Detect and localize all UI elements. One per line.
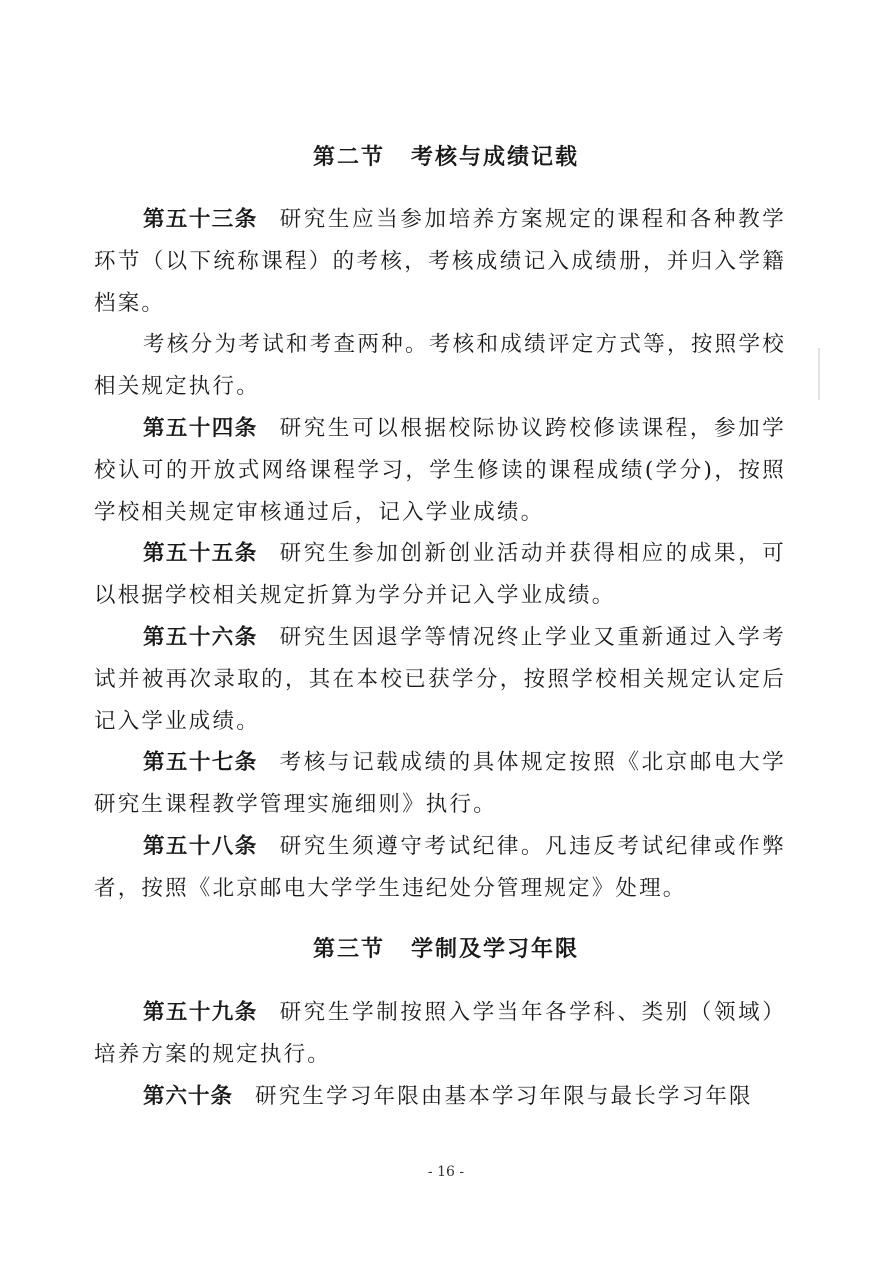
section-number: 第二节 bbox=[312, 145, 385, 170]
section-number: 第三节 bbox=[312, 937, 385, 962]
article-text: 研究生可以根据校际协议跨校修读课程，参加学校认可的开放式网络课程学习，学生修读的课程成绩(学分)，按照学校相关规定审核通过后，记入学业成绩。 bbox=[94, 416, 786, 525]
article-55 bbox=[94, 533, 786, 617]
article-label: 第五十四条 bbox=[143, 416, 258, 441]
article-label: 第六十条 bbox=[143, 1084, 234, 1109]
article-53 bbox=[94, 199, 786, 325]
article-text: 研究生学习年限由基本学习年限与最长学习年限 bbox=[255, 1084, 753, 1109]
article-57 bbox=[94, 742, 786, 826]
article-label: 第五十三条 bbox=[143, 207, 258, 232]
page-number: - 16 - bbox=[427, 1164, 465, 1180]
section-heading-3 bbox=[0, 932, 892, 963]
article-text: 研究生因退学等情况终止学业又重新通过入学考试并被再次录取的，其在本校已获学分，按照学校相关规定认定后记入学业成绩。 bbox=[94, 625, 786, 734]
article-text: 研究生应当参加培养方案规定的课程和各种教学环节（以下统称课程）的考核，考核成绩记入成绩册，并归入学籍档案。 bbox=[94, 207, 786, 316]
scan-margin-mark bbox=[818, 348, 820, 400]
article-text: 研究生须遵守考试纪律。凡违反考试纪律或作弊者，按照《北京邮电大学学生违纪处分管理规定》处理。 bbox=[94, 834, 786, 901]
article-label: 第五十六条 bbox=[143, 625, 258, 650]
article-label: 第五十五条 bbox=[143, 541, 258, 566]
article-56 bbox=[94, 617, 786, 743]
article-60 bbox=[94, 1076, 786, 1118]
article-text: 研究生学制按照入学当年各学科、类别（领域）培养方案的规定执行。 bbox=[94, 1000, 786, 1067]
article-53-para-2 bbox=[94, 324, 786, 408]
section-title: 考核与成绩记载 bbox=[411, 145, 580, 170]
section-title: 学制及学习年限 bbox=[411, 937, 580, 962]
article-54 bbox=[94, 408, 786, 534]
article-59 bbox=[94, 992, 786, 1076]
article-58 bbox=[94, 826, 786, 910]
article-label: 第五十九条 bbox=[143, 1000, 258, 1025]
article-label: 第五十七条 bbox=[143, 750, 258, 775]
article-label: 第五十八条 bbox=[143, 834, 258, 859]
section-heading-2 bbox=[0, 140, 892, 171]
article-text: 考核分为考试和考查两种。考核和成绩评定方式等，按照学校相关规定执行。 bbox=[94, 332, 786, 399]
article-text: 考核与记载成绩的具体规定按照《北京邮电大学研究生课程教学管理实施细则》执行。 bbox=[94, 750, 786, 817]
article-text: 研究生参加创新创业活动并获得相应的成果，可以根据学校相关规定折算为学分并记入学业成绩。 bbox=[94, 541, 786, 608]
